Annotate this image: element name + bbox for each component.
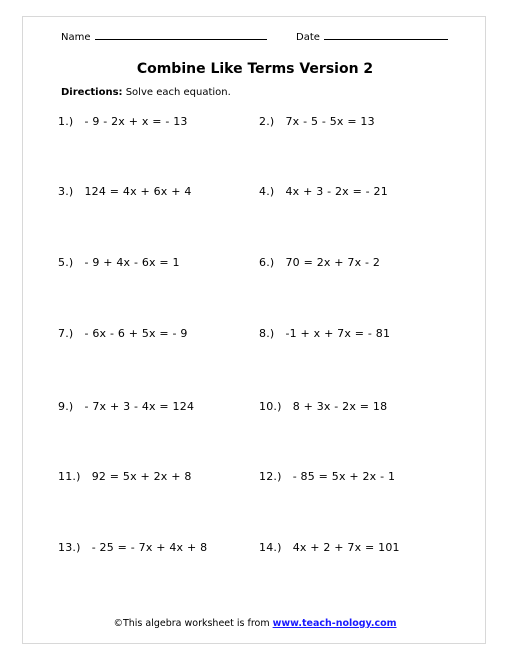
problem-5 — [58, 256, 180, 269]
problem-14 — [259, 541, 400, 554]
problem-equation: 4x + 2 + 7x = 101 — [292, 541, 400, 554]
problem-number: 1.) — [58, 115, 74, 128]
problem-number: 6.) — [259, 256, 275, 269]
problem-equation: 92 = 5x + 2x + 8 — [91, 470, 192, 483]
problem-equation: 70 = 2x + 7x - 2 — [285, 256, 381, 269]
date-label: Date — [296, 32, 320, 43]
problem-equation: - 9 - 2x + x = - 13 — [84, 115, 188, 128]
problem-11 — [58, 470, 192, 483]
problem-equation: - 6x - 6 + 5x = - 9 — [84, 327, 188, 340]
problem-number: 12.) — [259, 470, 282, 483]
problem-number: 7.) — [58, 327, 74, 340]
problem-number: 14.) — [259, 541, 282, 554]
problem-4 — [259, 185, 388, 198]
problem-equation: 4x + 3 - 2x = - 21 — [285, 185, 388, 198]
problem-equation: 7x - 5 - 5x = 13 — [285, 115, 375, 128]
problem-equation: 124 = 4x + 6x + 4 — [84, 185, 192, 198]
problem-number: 5.) — [58, 256, 74, 269]
problem-8 — [259, 327, 390, 340]
problem-2 — [259, 115, 375, 128]
problem-3 — [58, 185, 192, 198]
name-label: Name — [61, 32, 91, 43]
problem-number: 13.) — [58, 541, 81, 554]
problem-number: 9.) — [58, 400, 74, 413]
problem-number: 8.) — [259, 327, 275, 340]
footer — [0, 618, 510, 629]
worksheet-title: Combine Like Terms Version 2 — [136, 61, 374, 77]
name-blank-line[interactable] — [95, 30, 267, 40]
problem-12 — [259, 470, 395, 483]
problem-equation: - 85 = 5x + 2x - 1 — [292, 470, 396, 483]
problem-6 — [259, 256, 380, 269]
problem-number: 10.) — [259, 400, 282, 413]
problem-13 — [58, 541, 207, 554]
problem-equation: - 7x + 3 - 4x = 124 — [84, 400, 195, 413]
problem-equation: -1 + x + 7x = - 81 — [285, 327, 391, 340]
footer-text: ©This algebra worksheet is from — [113, 618, 273, 629]
footer-link[interactable]: www.teach-nology.com — [272, 618, 397, 629]
problem-9 — [58, 400, 194, 413]
problem-number: 3.) — [58, 185, 74, 198]
directions — [61, 87, 231, 98]
problem-number: 2.) — [259, 115, 275, 128]
directions-text: Solve each equation. — [122, 87, 231, 98]
problem-1 — [58, 115, 188, 128]
date-field — [296, 30, 448, 43]
problem-equation: - 9 + 4x - 6x = 1 — [84, 256, 180, 269]
directions-label: Directions: — [61, 87, 123, 98]
date-blank-line[interactable] — [324, 30, 448, 40]
problem-equation: - 25 = - 7x + 4x + 8 — [91, 541, 208, 554]
problem-10 — [259, 400, 387, 413]
problem-7 — [58, 327, 188, 340]
problem-equation: 8 + 3x - 2x = 18 — [292, 400, 388, 413]
name-field — [61, 30, 267, 43]
problem-number: 4.) — [259, 185, 275, 198]
problem-number: 11.) — [58, 470, 81, 483]
